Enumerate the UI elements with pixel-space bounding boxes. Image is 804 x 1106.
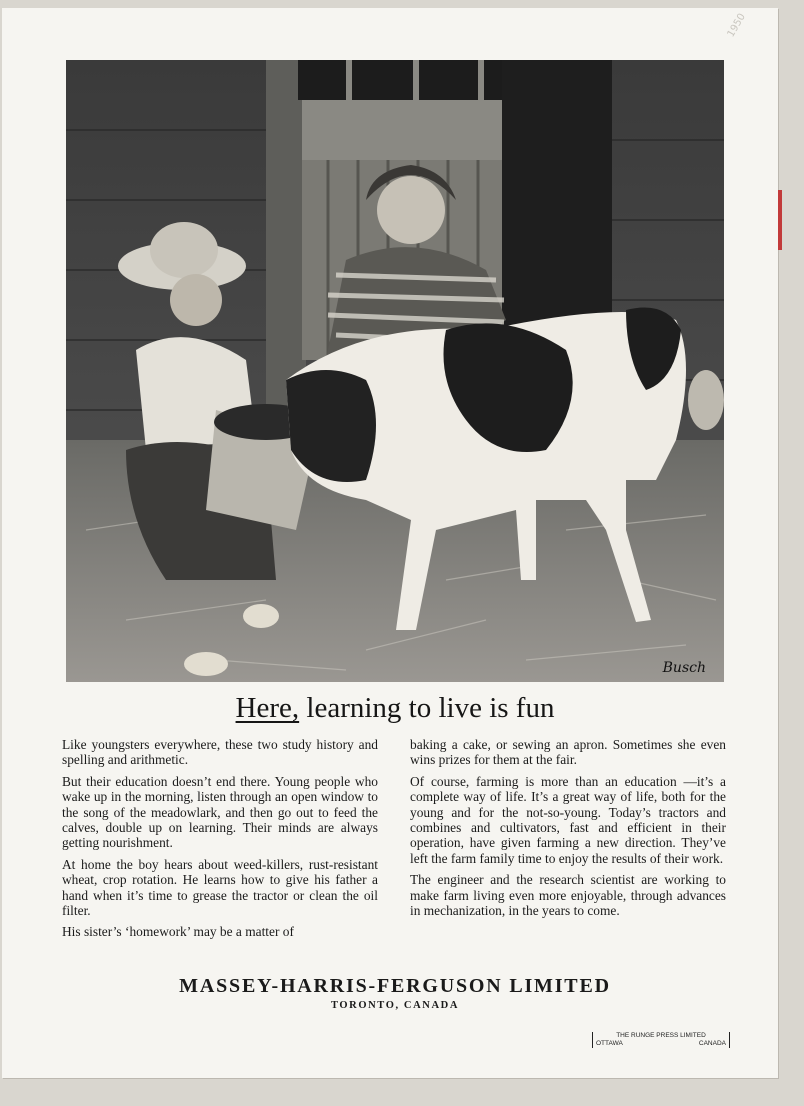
printer-country: CANADA xyxy=(698,1040,726,1047)
headline xyxy=(66,690,724,726)
company-name: MASSEY-HARRIS-FERGUSON LIMITED xyxy=(179,975,611,997)
paragraph: The engineer and the research scientist are working to make farm living even more enjoyable, through advances in mechanization, in the years to come. xyxy=(410,872,726,919)
paragraph: Like youngsters everywhere, these two study history and spelling and arithmetic. xyxy=(62,737,378,768)
printer-credit xyxy=(592,1032,730,1048)
paragraph: Of course, farming is more than an education —it’s a complete way of life. It’s a great way of life, both for the young and for the not-so-young. Today’s tractors and combines and cultivators, fast and efficient in their operation, have given farming a new direction. They’ve left the farm family time to enjoy the results of their work. xyxy=(410,773,726,866)
paragraph: At home the boy hears about weed-killers, rust-resistant wheat, crop rotation. He learns how to give his father a hand when it’s time to grease the tractor or clean the oil filter. xyxy=(62,856,378,919)
farm-illustration xyxy=(66,60,724,682)
cover-edge xyxy=(778,190,782,250)
paragraph: baking a cake, or sewing an apron. Sometimes she even wins prizes for them at the fair. xyxy=(410,737,726,768)
right-column xyxy=(410,737,726,924)
farm-children-calf-illustration-icon xyxy=(66,60,724,682)
artist-signature: Busch xyxy=(662,660,706,676)
headline-rest: learning to live is fun xyxy=(299,692,555,724)
printer-name: THE RUNGE PRESS LIMITED xyxy=(616,1032,706,1039)
headline-emphasis: Here, xyxy=(235,692,300,724)
paragraph: His sister’s ‘homework’ may be a matter of xyxy=(62,924,294,940)
paragraph: But their education doesn’t end there. Young people who wake up in the morning, listen through an open window to the song of the meadowlark, and then go out to feed the calves, double up on learning. Their minds are always getting nourishment. xyxy=(62,773,378,851)
company-city: TORONTO, CANADA xyxy=(330,1000,460,1011)
printer-city: OTTAWA xyxy=(596,1040,623,1047)
pencil-mark: 1950 xyxy=(725,11,748,40)
left-column xyxy=(62,737,378,946)
